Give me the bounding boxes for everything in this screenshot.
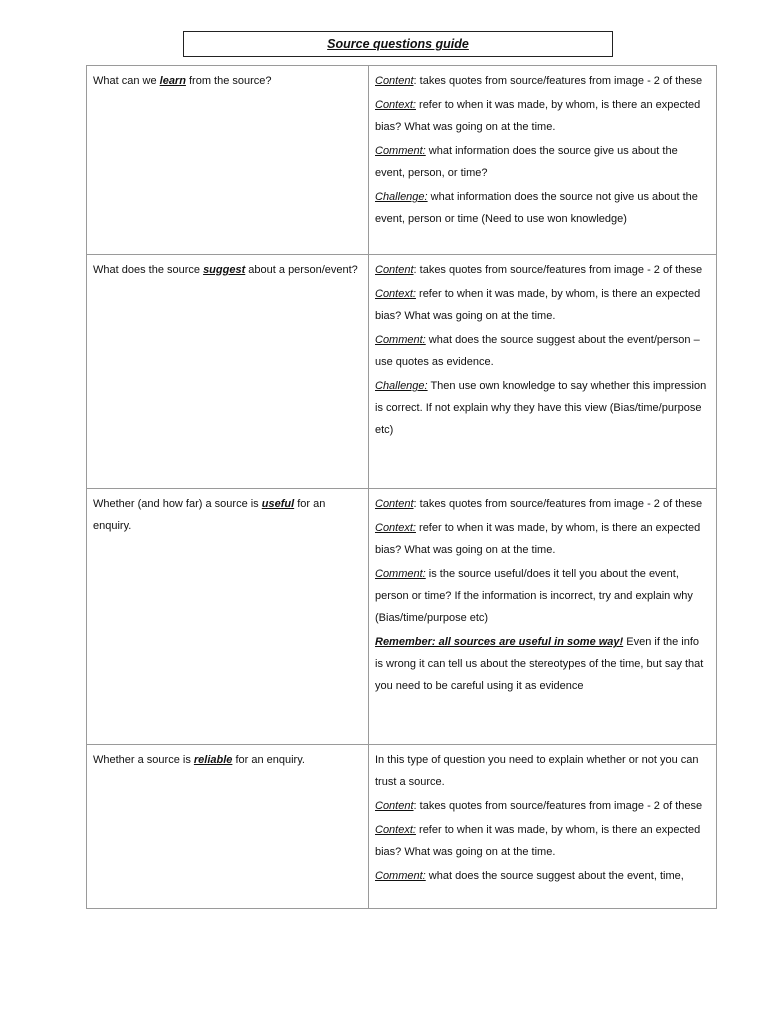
- answer-cell: [369, 255, 717, 489]
- question-text: for an enquiry.: [232, 754, 305, 766]
- question-text: What does the source: [93, 264, 204, 276]
- question-keyword: useful: [261, 498, 295, 510]
- answer-item: [375, 329, 710, 373]
- answer-label: Comment:: [375, 145, 426, 157]
- answer-text: is the source useful/does it tell you about the event, person or time? If the information is incorrect, try and explain why (Bias/time/purpose etc): [375, 568, 693, 624]
- remember-note: [375, 631, 710, 697]
- answer-label: Context:: [375, 99, 416, 111]
- table-row: [87, 745, 717, 909]
- answer-label: Context:: [375, 288, 416, 300]
- question-cell: [87, 489, 369, 745]
- question-cell: [87, 745, 369, 909]
- answer-text: refer to when it was made, by whom, is there an expected bias? What was going on at the time.: [375, 824, 701, 858]
- answer-label: Challenge:: [375, 191, 428, 203]
- answer-label: Content: [375, 800, 414, 812]
- answer-text: : takes quotes from source/features from image - 2 of these: [413, 75, 703, 87]
- answer-label: Context:: [375, 522, 416, 534]
- answer-item: [375, 375, 710, 441]
- answer-item: [375, 795, 710, 817]
- answer-text: Then use own knowledge to say whether this impression is correct. If not explain why they have this view (Bias/time/purpose etc): [375, 380, 707, 436]
- answer-item: [375, 493, 710, 515]
- remember-label: Remember: all sources are useful in some way!: [375, 636, 624, 648]
- question-text: What can we: [93, 75, 160, 87]
- answer-text: : takes quotes from source/features from image - 2 of these: [413, 264, 703, 276]
- page-title: Source questions guide: [327, 37, 469, 51]
- answer-text: what information does the source not give us about the event, person or time (Need to use won knowledge): [375, 191, 698, 225]
- answer-item: [375, 563, 710, 629]
- answer-label: Challenge:: [375, 380, 428, 392]
- answer-cell: [369, 66, 717, 255]
- answer-item: [375, 819, 710, 863]
- question-cell: [87, 66, 369, 255]
- question-keyword: suggest: [203, 264, 246, 276]
- answer-text: refer to when it was made, by whom, is there an expected bias? What was going on at the time.: [375, 99, 701, 133]
- question-text: about a person/event?: [245, 264, 358, 276]
- question-keyword: reliable: [193, 754, 233, 766]
- answer-label: Comment:: [375, 334, 426, 346]
- table-row: [87, 255, 717, 489]
- question-text: Whether a source is: [93, 754, 194, 766]
- answer-item: [375, 70, 710, 92]
- answer-cell: [369, 745, 717, 909]
- answer-item: [375, 865, 710, 887]
- answer-text: : takes quotes from source/features from image - 2 of these: [413, 498, 703, 510]
- source-questions-table: [86, 65, 717, 909]
- title-box: [183, 31, 613, 57]
- answer-label: Content: [375, 264, 414, 276]
- answer-item: [375, 259, 710, 281]
- question-text: Whether (and how far) a source is: [93, 498, 262, 510]
- answer-label: Content: [375, 498, 414, 510]
- answer-label: Content: [375, 75, 414, 87]
- table-row: [87, 489, 717, 745]
- answer-item: [375, 94, 710, 138]
- answer-text: what information does the source give us about the event, person, or time?: [375, 145, 678, 179]
- answer-intro: In this type of question you need to explain whether or not you can trust a source.: [375, 754, 699, 788]
- answer-item: [375, 283, 710, 327]
- question-text: for an enquiry.: [93, 498, 326, 532]
- question-cell: [87, 255, 369, 489]
- answer-label: Context:: [375, 824, 416, 836]
- table-row: [87, 66, 717, 255]
- question-text: from the source?: [185, 75, 272, 87]
- answer-label: Comment:: [375, 568, 426, 580]
- answer-item: [375, 186, 710, 230]
- answer-text: what does the source suggest about the event/person – use quotes as evidence.: [375, 334, 700, 368]
- remember-text: Even if the info is wrong it can tell us about the stereotypes of the time, but say that you need to be careful using it as evidence: [375, 636, 704, 692]
- answer-cell: [369, 489, 717, 745]
- answer-text: refer to when it was made, by whom, is there an expected bias? What was going on at the time.: [375, 288, 701, 322]
- answer-item: [375, 517, 710, 561]
- question-keyword: learn: [159, 75, 186, 87]
- answer-text: refer to when it was made, by whom, is there an expected bias? What was going on at the time.: [375, 522, 701, 556]
- answer-item: [375, 140, 710, 184]
- answer-text: : takes quotes from source/features from image - 2 of these: [413, 800, 703, 812]
- answer-label: Comment:: [375, 870, 426, 882]
- answer-text: what does the source suggest about the event, time,: [425, 870, 684, 882]
